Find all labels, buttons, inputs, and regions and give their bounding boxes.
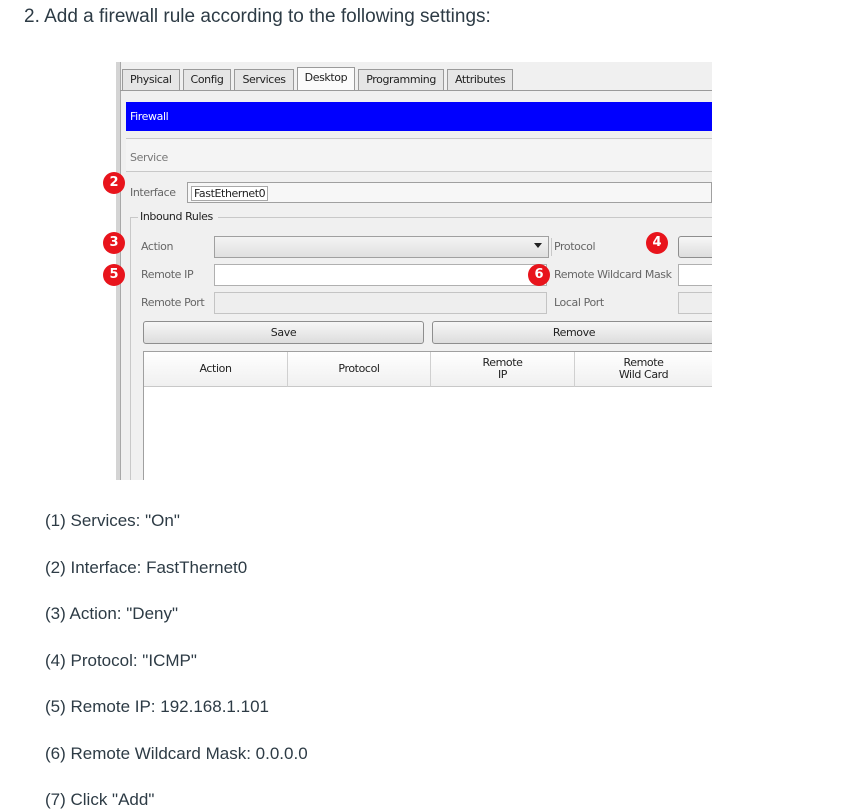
protocol-select[interactable] xyxy=(678,236,712,258)
step-item: (4) Protocol: "ICMP" xyxy=(45,651,197,670)
remove-button[interactable]: Remove xyxy=(432,321,712,344)
step-item: (3) Action: "Deny" xyxy=(45,604,179,623)
step-item: (1) Services: "On" xyxy=(45,511,180,530)
tab-desktop[interactable]: Desktop xyxy=(297,67,356,90)
local-port-label: Local Port xyxy=(554,296,604,309)
interface-label: Interface xyxy=(130,186,176,199)
fieldset-border xyxy=(218,217,712,218)
column-header-action[interactable]: Action xyxy=(144,352,288,387)
remote-port-label: Remote Port xyxy=(141,296,205,309)
service-label: Service xyxy=(130,151,168,164)
service-row xyxy=(126,138,712,172)
remote-port-input[interactable] xyxy=(214,292,547,314)
firewall-screenshot xyxy=(116,62,712,480)
table-header xyxy=(144,352,712,388)
column-header-remote-ip[interactable]: Remote IP xyxy=(431,352,575,387)
remote-wildcard-input[interactable] xyxy=(678,264,712,286)
tab-config[interactable]: Config xyxy=(183,69,232,90)
firewall-title-bar: Firewall xyxy=(126,102,712,131)
step-badge-4: 4 xyxy=(646,232,668,254)
remote-ip-label: Remote IP xyxy=(141,268,194,281)
remote-wildcard-label: Remote Wildcard Mask xyxy=(554,268,672,281)
save-button[interactable]: Save xyxy=(143,321,424,344)
rules-table xyxy=(143,351,712,480)
tab-services[interactable]: Services xyxy=(234,69,293,90)
chevron-down-icon xyxy=(534,243,542,248)
remote-ip-input[interactable] xyxy=(214,264,547,286)
instruction-heading: 2. Add a firewall rule according to the following settings: xyxy=(24,6,491,27)
step-item: (5) Remote IP: 192.168.1.101 xyxy=(45,697,269,716)
step-badge-5: 5 xyxy=(103,264,125,286)
step-item: (7) Click "Add" xyxy=(45,790,155,809)
step-item: (2) Interface: FastThernet0 xyxy=(45,558,248,577)
tab-bar xyxy=(122,69,516,91)
inbound-rules-title: Inbound Rules xyxy=(140,210,213,223)
interface-field[interactable] xyxy=(187,182,712,203)
action-select[interactable] xyxy=(214,236,549,258)
column-header-protocol[interactable]: Protocol xyxy=(288,352,431,387)
fieldset-border xyxy=(130,217,138,218)
step-badge-3: 3 xyxy=(103,232,125,254)
step-badge-2: 2 xyxy=(103,172,125,194)
local-port-input[interactable] xyxy=(678,292,712,314)
divider xyxy=(551,238,552,256)
column-header-remote-wild-card[interactable]: Remote Wild Card xyxy=(575,352,712,387)
tab-underline xyxy=(120,90,712,91)
step-item: (6) Remote Wildcard Mask: 0.0.0.0 xyxy=(45,744,308,763)
fieldset-border xyxy=(130,217,131,480)
interface-value: FastEthernet0 xyxy=(191,186,268,201)
protocol-label: Protocol xyxy=(554,240,596,253)
tab-programming[interactable]: Programming xyxy=(358,69,444,90)
tab-physical[interactable]: Physical xyxy=(122,69,180,90)
step-badge-6: 6 xyxy=(528,264,550,286)
tab-attributes[interactable]: Attributes xyxy=(447,69,513,90)
action-label: Action xyxy=(141,240,174,253)
